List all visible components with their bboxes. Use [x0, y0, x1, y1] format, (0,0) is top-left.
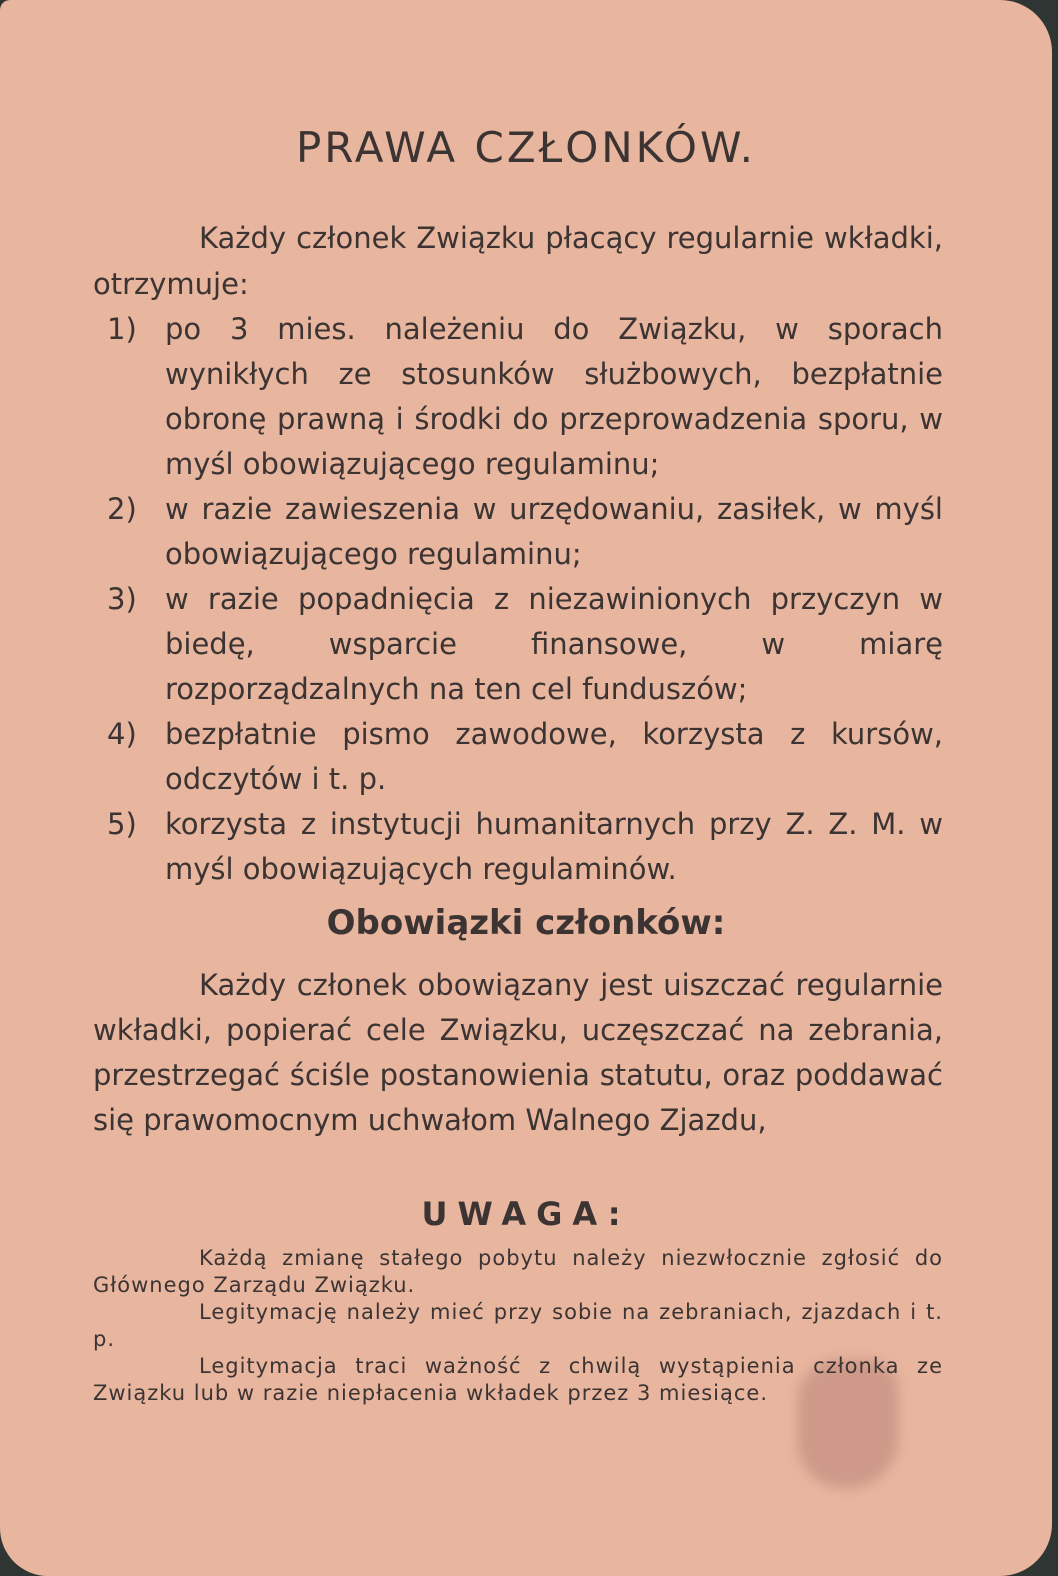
note-paragraph: Legitymację należy mieć przy sobie na zebraniach, zjazdach i t. p.: [93, 1300, 943, 1351]
rights-item-number: 1): [107, 312, 137, 346]
duties-text: Każdy członek obowiązany jest uiszczać regularnie wkładki, popierać cele Związku, uczęszczać na zebrania, przestrzegać ściśle postanowienia statutu, oraz poddawać się prawomocnym uchwałom Walnego Zjazdu,: [93, 968, 943, 1137]
rights-item-number: 3): [107, 582, 137, 616]
rights-item-text: w razie popadnięcia z niezawinionych przyczyn w biedę, wsparcie finansowe, w miarę rozporządzalnych na ten cel funduszów;: [165, 582, 943, 706]
rights-item: [93, 712, 943, 802]
rights-item-number: 2): [107, 492, 137, 526]
rights-item: [93, 802, 943, 892]
rights-item-text: po 3 mies. należeniu do Związku, w sporach wynikłych ze stosunków służbowych, bezpłatnie obronę prawną i środki do przeprowadzenia sporu, w myśl obowiązującego regulaminu;: [165, 312, 943, 481]
rights-item-number: 4): [107, 717, 137, 751]
rights-item-text: korzysta z instytucji humanitarnych przy Z. Z. M. w myśl obowiązujących regulaminów.: [165, 807, 943, 886]
rights-item-text: w razie zawieszenia w urzędowaniu, zasiłek, w myśl obowiązującego regulaminu;: [165, 492, 943, 571]
rights-item: [93, 577, 943, 712]
rights-title: PRAWA CZŁONKÓW.: [295, 123, 757, 172]
rights-item: [93, 487, 943, 577]
note-block: [93, 1245, 943, 1407]
rights-intro: Każdy członek Związku płacący regularnie wkładki, otrzymuje:: [93, 221, 943, 301]
note-paragraph: Legitymacja traci ważność z chwilą wystąpienia członka ze Związku lub w razie niepłacenia wkładek przez 3 miesiące.: [93, 1354, 943, 1405]
rights-item-text: bezpłatnie pismo zawodowe, korzysta z kursów, odczytów i t. p.: [165, 717, 943, 796]
note-title: UWAGA:: [421, 1195, 631, 1233]
rights-item: [93, 307, 943, 487]
note-paragraph: Każdą zmianę stałego pobytu należy niezwłocznie zgłosić do Głównego Zarządu Związku.: [93, 1246, 943, 1297]
duties-title: Obowiązki członków:: [326, 903, 726, 943]
rights-list: [93, 307, 943, 892]
rights-item-number: 5): [107, 807, 137, 841]
